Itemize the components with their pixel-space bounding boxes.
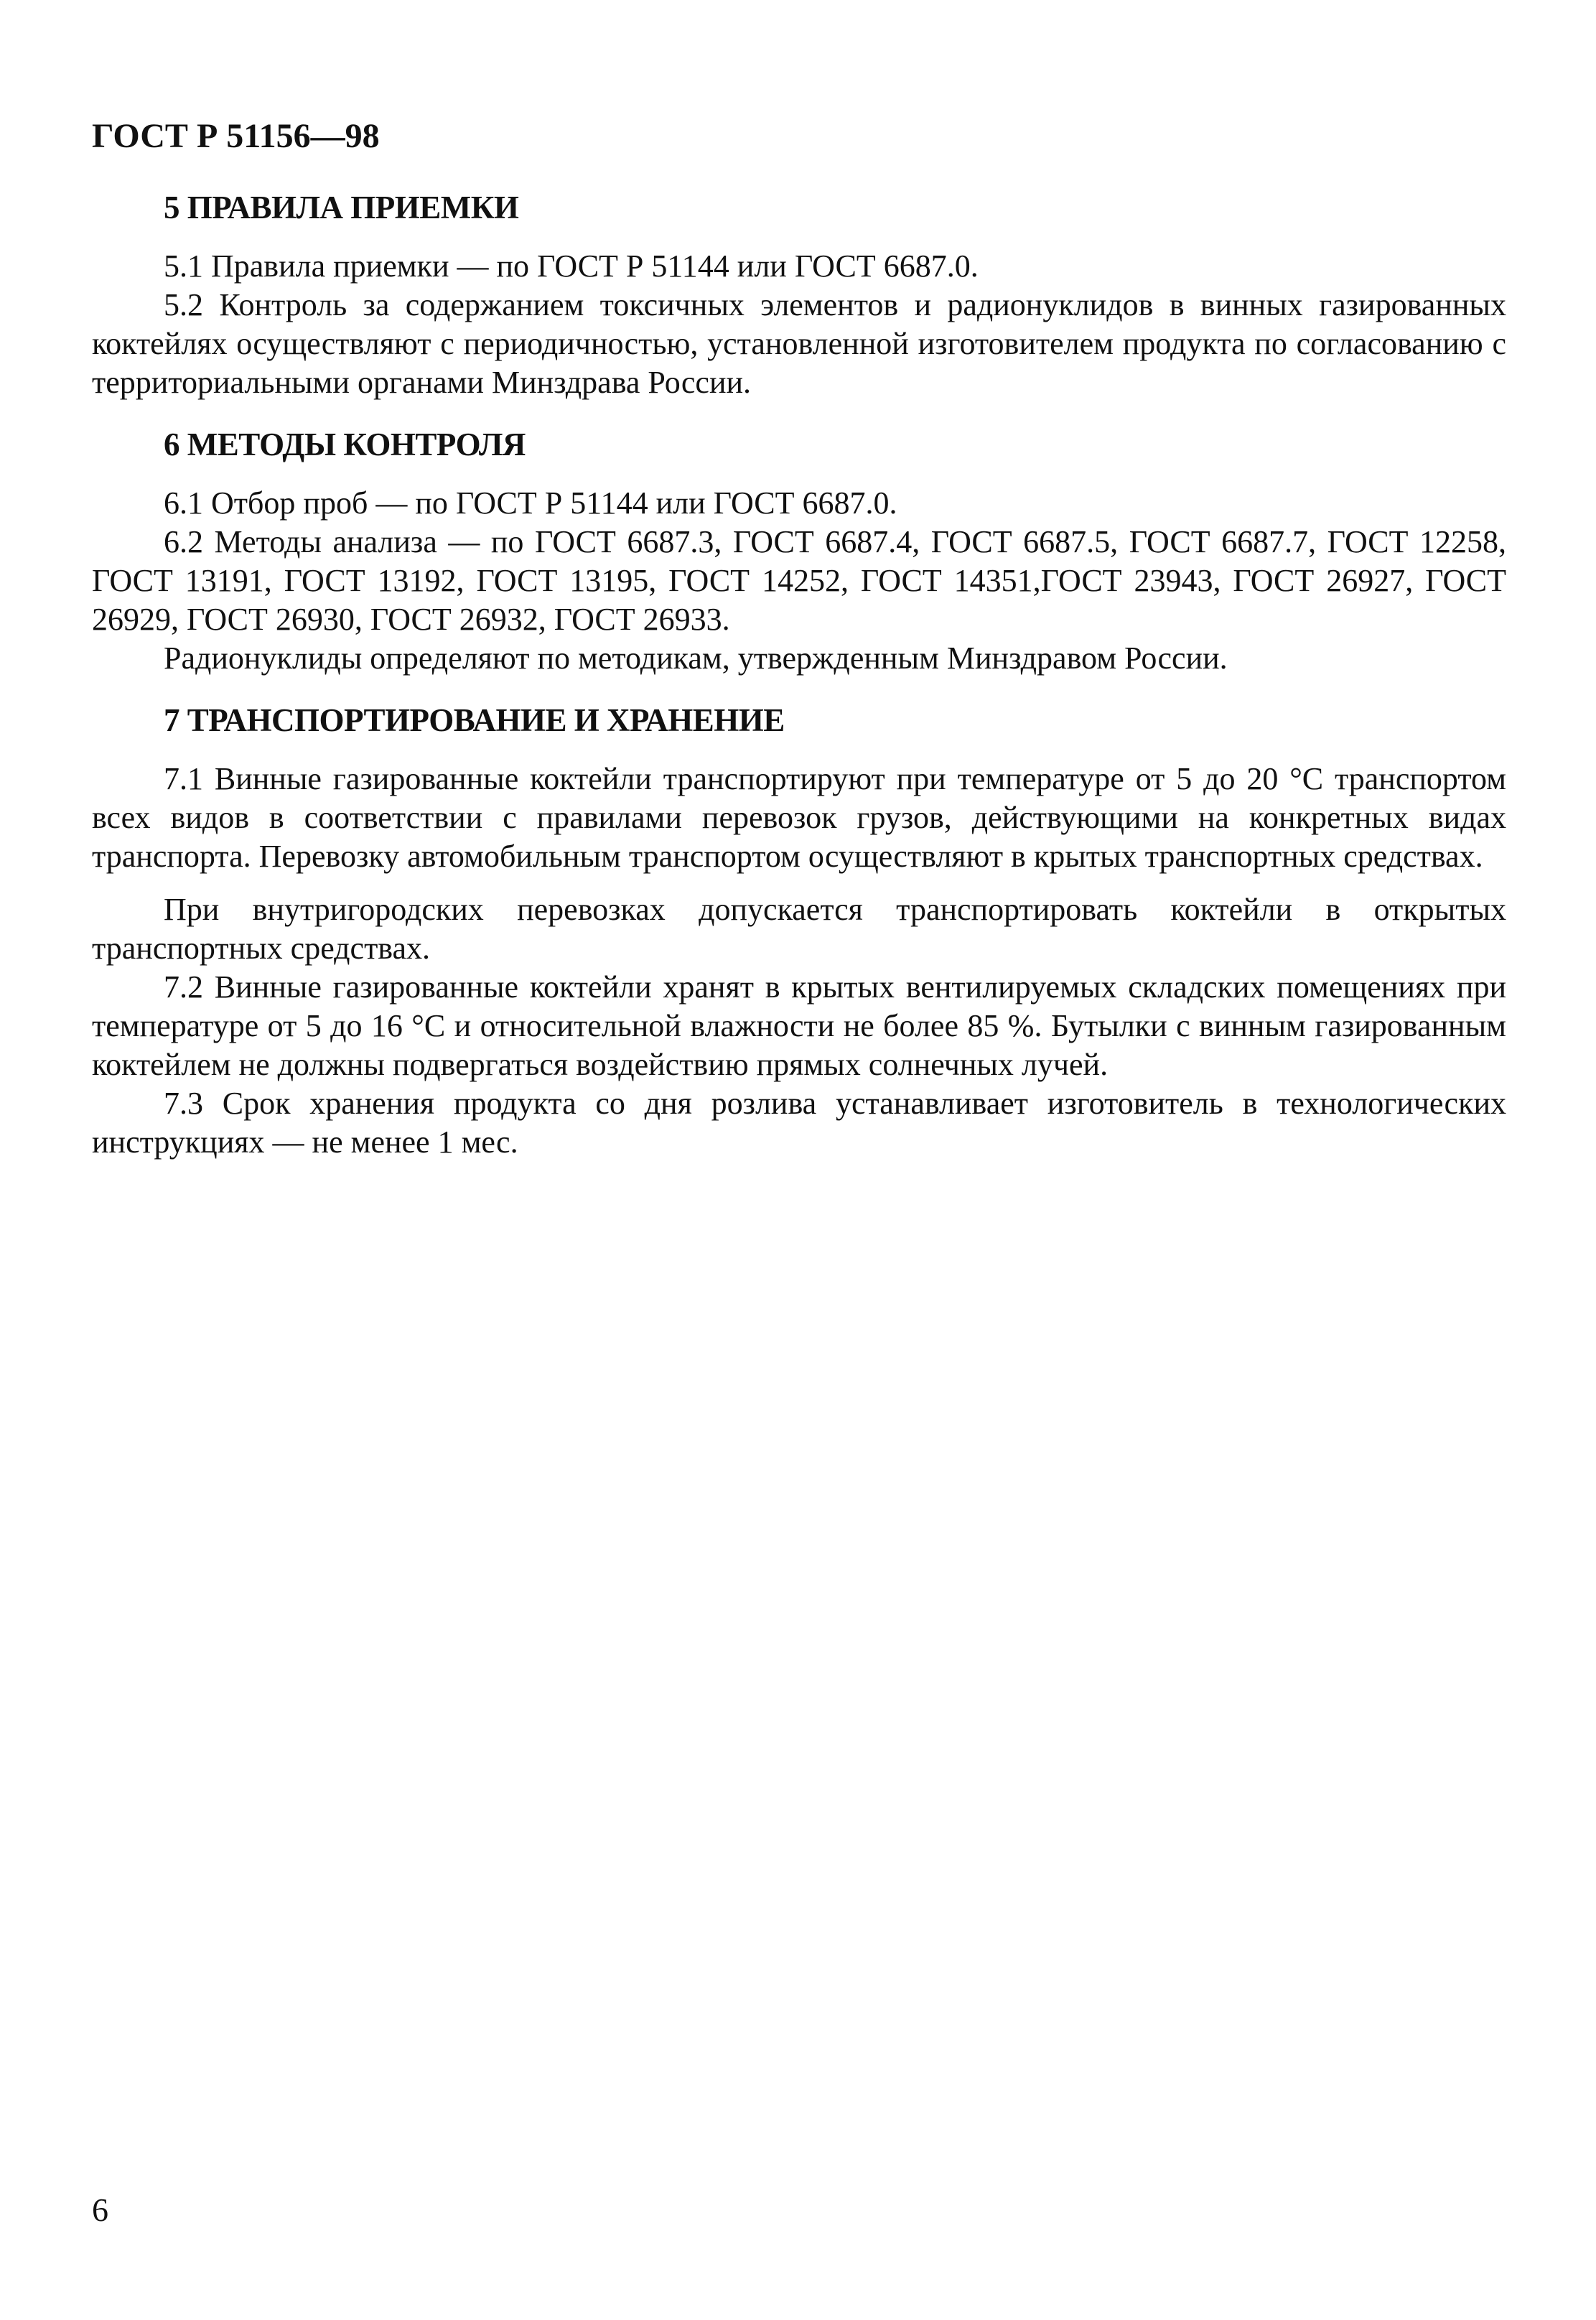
section-acceptance-rules: [92, 187, 1506, 402]
document-code-header: ГОСТ Р 51156—98: [92, 117, 380, 155]
paragraph-5-2: 5.2 Контроль за содержанием токсичных элементов и радионуклидов в винных газированных коктейлях осуществляют с периодичностью, установленной изготовителем продукта по согласованию с территориальными органами Минздрава России.: [92, 287, 1506, 400]
paragraph-6-2: 6.2 Методы анализа — по ГОСТ 6687.3, ГОСТ 6687.4, ГОСТ 6687.5, ГОСТ 6687.7, ГОСТ 12258, ГОСТ 13191, ГОСТ 13192, ГОСТ 13195, ГОСТ 14252, ГОСТ 14351,ГОСТ 23943, ГОСТ 26927, ГОСТ 26929, ГОСТ 26930, ГОСТ 26932, ГОСТ 26933.: [92, 524, 1506, 637]
paragraph-6-1: 6.1 Отбор проб — по ГОСТ Р 51144 или ГОСТ 6687.0.: [164, 485, 897, 521]
document-body: [92, 187, 1506, 1162]
paragraph-7-3: 7.3 Срок хранения продукта со дня розлива устанавливает изготовитель в технологических инструкциях — не менее 1 мес.: [92, 1086, 1506, 1160]
section-heading: 5 ПРАВИЛА ПРИЕМКИ: [164, 190, 519, 225]
paragraph-7-2: 7.2 Винные газированные коктейли хранят в крытых вентилируемых складских помещениях при температуре от 5 до 16 °С и относительной влажности не более 85 %. Бутылки с винным газированным коктейлем не должны подвергаться воздействию прямых солнечных лучей.: [92, 969, 1506, 1082]
paragraph-5-1: 5.1 Правила приемки — по ГОСТ Р 51144 или ГОСТ 6687.0.: [164, 248, 979, 284]
paragraph-urban-transport: При внутригородских перевозках допускается транспортировать коктейли в открытых транспортных средствах.: [92, 892, 1506, 966]
paragraph-radionuclides: Радионуклиды определяют по методикам, утвержденным Минздравом России.: [164, 640, 1228, 676]
section-transport-storage: [92, 699, 1506, 1162]
page-number: 6: [92, 2191, 108, 2228]
section-heading: 7 ТРАНСПОРТИРОВАНИЕ И ХРАНЕНИЕ: [164, 702, 785, 738]
section-control-methods: [92, 424, 1506, 678]
paragraph-7-1: 7.1 Винные газированные коктейли транспортируют при температуре от 5 до 20 °С транспортом всех видов в соответствии с правилами перевозок грузов, действующими на конкретных видах транспорта. Перевозку автомобильным транспортом осуществляют в крытых транспортных средствах.: [92, 761, 1506, 874]
section-heading: 6 МЕТОДЫ КОНТРОЛЯ: [164, 427, 526, 462]
